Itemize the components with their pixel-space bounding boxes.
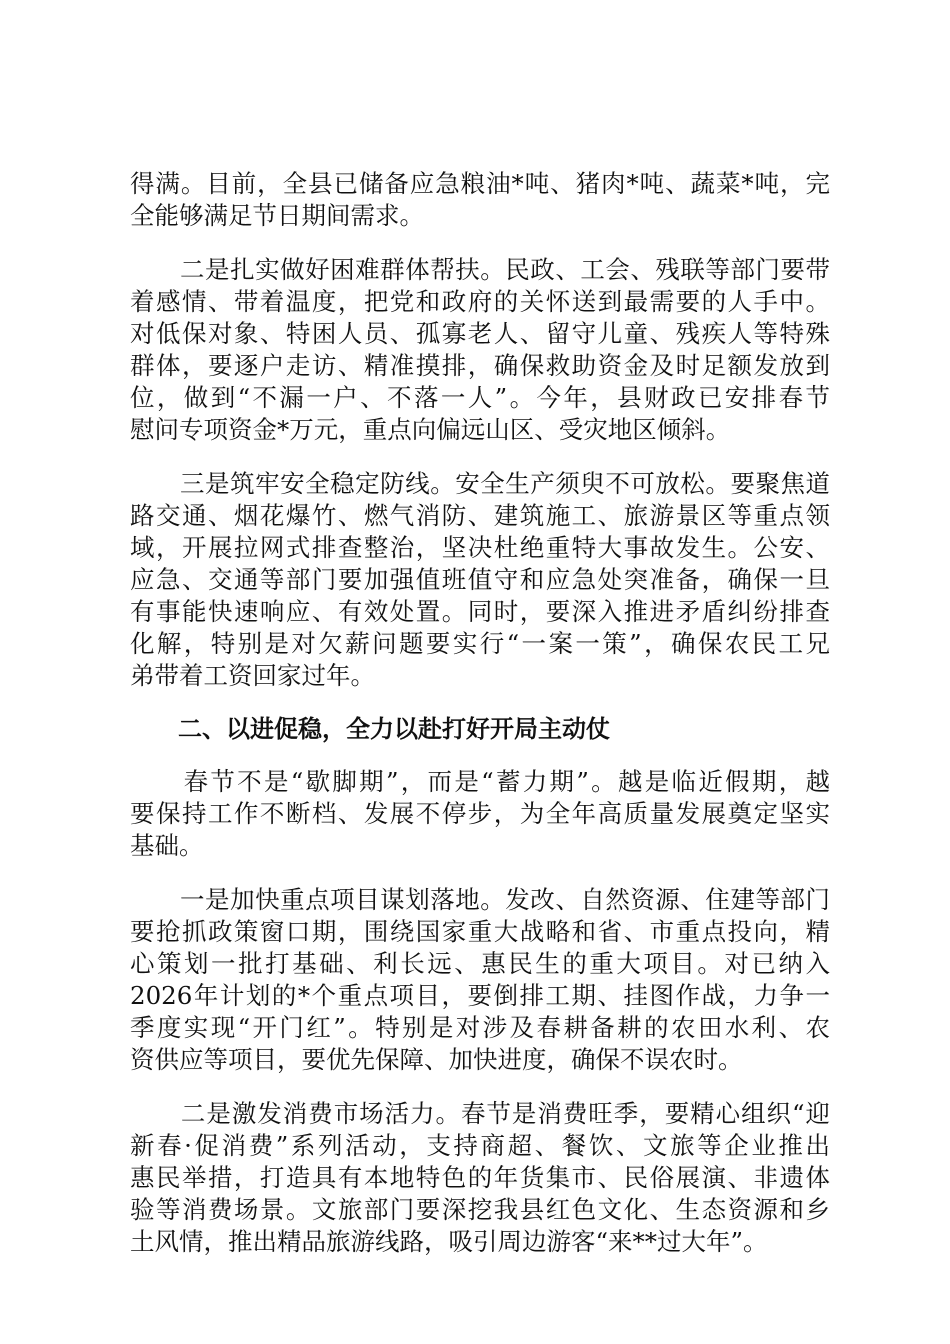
paragraph-line: 惠民举措，打造具有本地特色的年货集市、民俗展演、非遗体 <box>130 1163 830 1192</box>
paragraph-line: 域，开展拉网式排查整治，坚决杜绝重特大事故发生。公安、 <box>130 533 830 562</box>
paragraph-line: 慰问专项资金*万元，重点向偏远山区、受灾地区倾斜。 <box>130 415 731 444</box>
paragraph-line: 要保持工作不断档、发展不停步，为全年高质量发展奠定坚实 <box>130 799 830 828</box>
paragraph-line: 三是筑牢安全稳定防线。安全生产须臾不可放松。要聚焦道 <box>130 469 830 498</box>
paragraph-line: 一是加快重点项目谋划落地。发改、自然资源、住建等部门 <box>130 885 830 914</box>
paragraph-line: 基础。 <box>130 831 204 860</box>
paragraph-line: 2026年计划的*个重点项目，要倒排工期、挂图作战，力争一 <box>130 981 830 1010</box>
paragraph-line: 群体，要逐户走访、精准摸排，确保救助资金及时足额发放到 <box>130 351 830 380</box>
paragraph-line: 应急、交通等部门要加强值班值守和应急处突准备，确保一旦 <box>130 565 830 594</box>
paragraph-line: 新春·促消费”系列活动，支持商超、餐饮、文旅等企业推出 <box>130 1131 830 1160</box>
paragraph-line: 路交通、烟花爆竹、燃气消防、建筑施工、旅游景区等重点领 <box>130 501 830 530</box>
paragraph-line: 得满。目前，全县已储备应急粮油*吨、猪肉*吨、蔬菜*吨，完 <box>130 169 830 198</box>
paragraph-line: 春节不是“歇脚期”，而是“蓄力期”。越是临近假期，越 <box>130 767 830 796</box>
paragraph-line: 二是激发消费市场活力。春节是消费旺季，要精心组织“迎 <box>130 1099 830 1128</box>
paragraph-line: 着感情、带着温度，把党和政府的关怀送到最需要的人手中。 <box>130 287 830 316</box>
paragraph-line: 要抢抓政策窗口期，围绕国家重大战略和省、市重点投向，精 <box>130 917 830 946</box>
paragraph-line: 土风情，推出精品旅游线路，吸引周边游客“来**过大年”。 <box>130 1227 768 1256</box>
paragraph-line: 二是扎实做好困难群体帮扶。民政、工会、残联等部门要带 <box>130 255 830 284</box>
paragraph-line: 化解，特别是对欠薪问题要实行“一案一策”，确保农民工兄 <box>130 629 830 658</box>
paragraph-line: 有事能快速响应、有效处置。同时，要深入推进矛盾纠纷排查 <box>130 597 830 626</box>
paragraph-line: 季度实现“开门红”。特别是对涉及春耕备耕的农田水利、农 <box>130 1013 830 1042</box>
section-heading: 二、以进促稳，全力以赴打好开局主动仗 <box>130 715 610 743</box>
paragraph-line: 对低保对象、特困人员、孤寡老人、留守儿童、残疾人等特殊 <box>130 319 830 348</box>
paragraph-line: 位，做到“不漏一户、不落一人”。今年，县财政已安排春节 <box>130 383 830 412</box>
paragraph-line: 心策划一批打基础、利长远、惠民生的重大项目。对已纳入 <box>130 949 830 978</box>
paragraph-line: 全能够满足节日期间需求。 <box>130 201 424 230</box>
paragraph-line: 资供应等项目，要优先保障、加快进度，确保不误农时。 <box>130 1045 743 1074</box>
paragraph-line: 弟带着工资回家过年。 <box>130 661 375 690</box>
paragraph-line: 验等消费场景。文旅部门要深挖我县红色文化、生态资源和乡 <box>130 1195 830 1224</box>
